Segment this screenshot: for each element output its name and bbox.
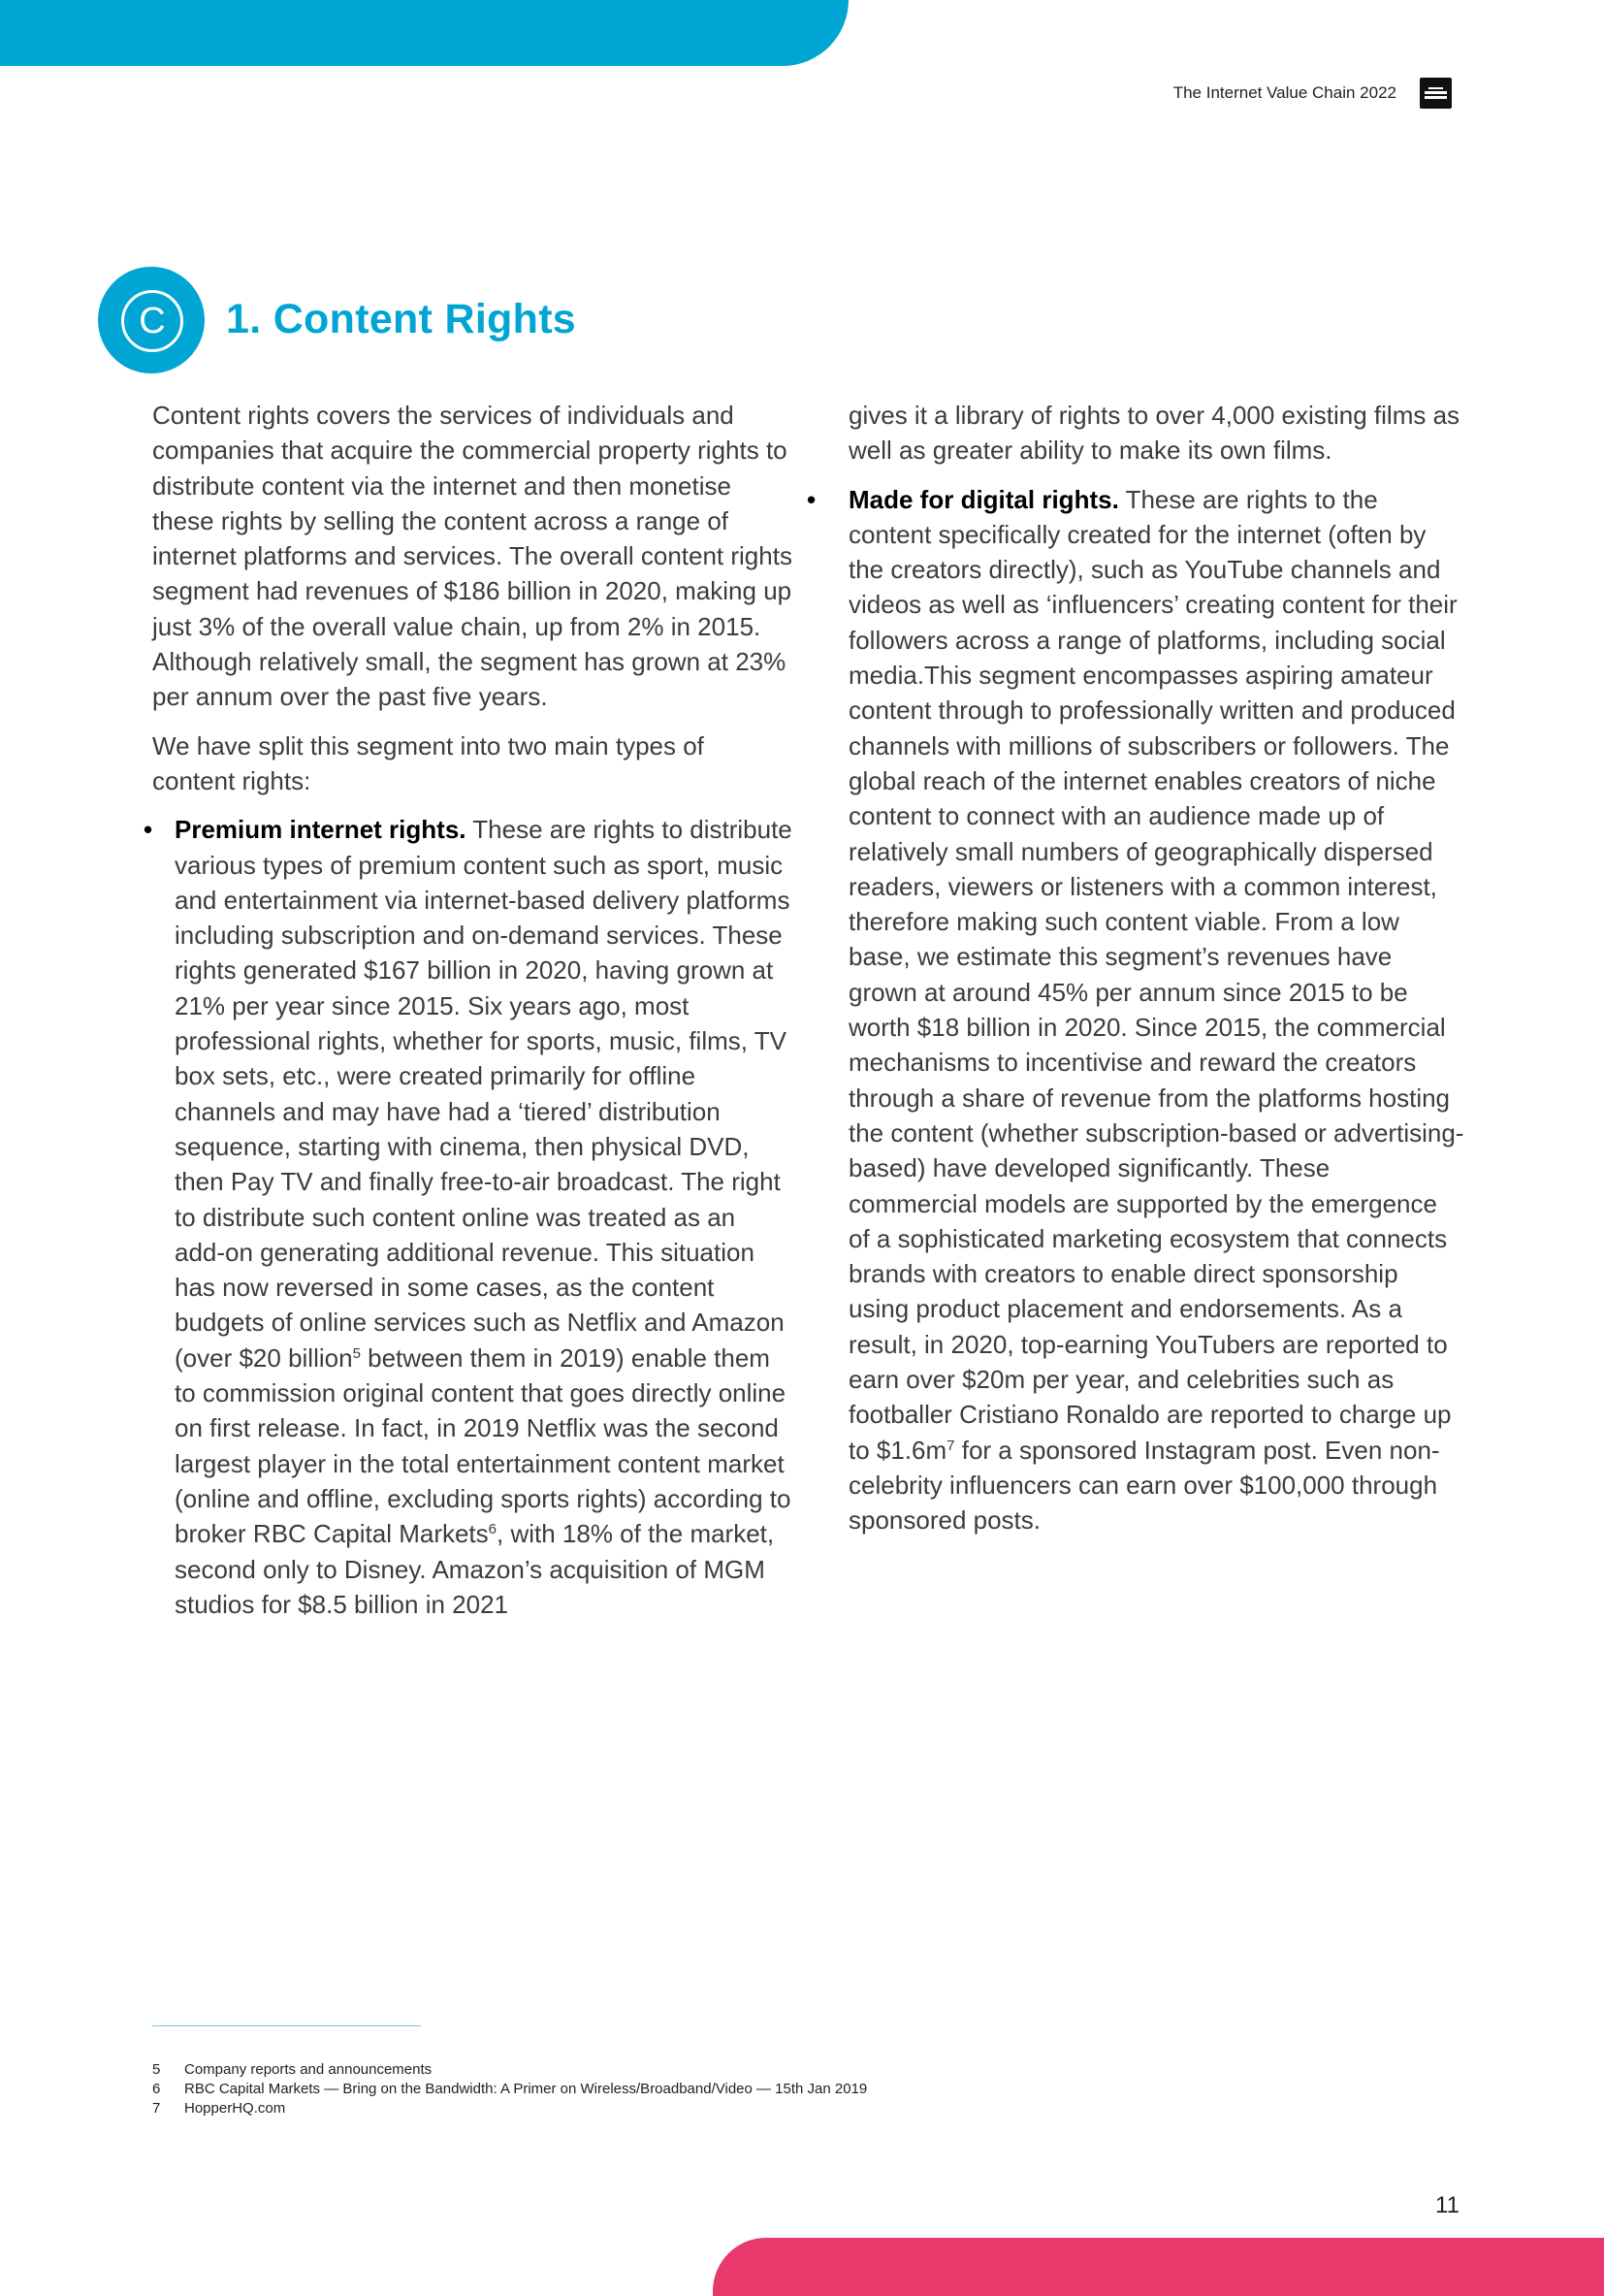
footnote-text: Company reports and announcements [184,2061,433,2078]
footnote-ref[interactable]: 7 [946,1437,955,1454]
right-column [807,398,1464,1552]
page-number: 11 [1435,2192,1460,2218]
footnotes [152,2060,867,2118]
bullet-title: Made for digital rights. [849,484,1119,514]
footnote [152,2060,867,2080]
split-paragraph: We have split this segment into two main types of content rights: [152,730,704,795]
top-decorative-band [0,0,849,66]
bullet-text: These are rights to the content specifically created for the internet (often by the creators directly), such as YouTube channels and videos as well as ‘influencers’ creating content for their followers across a range of platforms, including social media.This segment encompasses aspiring amateur content through to professionally written and produced channels with millions of subscribers or followers. The global reach of the internet enables creators of niche content to connect with an audience made up of relatively small numbers of geographically dispersed readers, viewers or listeners with a common interest, therefore making such content viable. From a low base, we estimate this segment’s revenues have grown at around 45% per annum since 2015 to be worth $18 billion in 2020. Since 2015, the commercial mechanisms to incentivise and reward the creators through a share of revenue from the platforms hosting the content (whether subscription-based or advertising-based) have developed significantly. These commercial models are supported by the emergence of a sophisticated marketing ecosystem that connects brands with creators to enable direct sponsorship using product placement and endorsements. As a result, in 2020, top-earning YouTubers are reported to earn over $20m per year, and celebrities such as footballer Cristiano Ronaldo are reported to charge up to $1.6m [849,484,1464,1465]
bullet-icon: • [807,484,817,514]
bullet-text: , with 18% of the market, second only to Disney. Amazon’s acquisition of MGM studios for $8.5 billion in 2021 [175,1519,775,1619]
footnote-text: HopperHQ.com [184,2100,286,2117]
footnote-text: RBC Capital Markets — Bring on the Bandwidth: A Primer on Wireless/Broadband/Video — 15th Jan 2019 [184,2081,868,2097]
footnote-divider [152,2025,421,2026]
bullet-text: between them in 2019) enable them to commission original content that goes directly online on first release. In fact, in 2019 Netflix was the second largest player in the total entertainment content market (online and offline, excluding sports rights) according to broker RBC Capital Markets [175,1342,791,1549]
running-header-title: The Internet Value Chain 2022 [1172,83,1396,102]
footnote-number: 5 [152,2061,161,2078]
continuation-paragraph: gives it a library of rights to over 4,000 existing films as well as greater ability to make its own films. [849,401,1460,466]
section-title: 1. Content Rights [226,296,577,342]
footnote-number: 6 [152,2081,161,2097]
list-item-digital-rights [807,482,1464,1538]
bullet-text: for a sponsored Instagram post. Even non-celebrity influencers can earn over $100,000 through sponsored posts. [849,1435,1440,1536]
section-badge-letter: C [121,290,183,352]
list-item-premium-rights [144,812,792,1622]
footnote [152,2099,867,2118]
bullet-title: Premium internet rights. [175,815,466,845]
left-column [144,398,792,1635]
bottom-decorative-band [713,2238,1604,2296]
publisher-logo-icon [1420,78,1452,109]
bullet-text: These are rights to distribute various types of premium content such as sport, music and entertainment via internet-based delivery platforms including subscription and on-demand services. These rights generated $167 billion in 2020, having grown at 21% per year since 2015. Six years ago, most professional rights, whether for sports, music, films, TV box sets, etc., were created primarily for offline channels and may have had a ‘tiered’ distribution sequence, starting with cinema, then physical DVD, then Pay TV and finally free-to-air broadcast. The right to distribute such content online was treated as an add-on generating additional revenue. This situation has now reversed in some cases, as the content budgets of online services such as Netflix and Amazon (over $20 billion [175,815,792,1373]
footnote-ref[interactable]: 5 [352,1344,361,1362]
bullet-list [144,812,792,1622]
section-badge [98,267,205,373]
footnote [152,2080,867,2099]
bullet-icon: • [144,815,153,845]
footnote-number: 7 [152,2100,161,2117]
footnote-ref[interactable]: 6 [488,1521,497,1538]
bullet-list [807,482,1464,1538]
intro-paragraph: Content rights covers the services of individuals and companies that acquire the commercial property rights to distribute content via the internet and then monetise these rights by selling the content across a range of internet platforms and services. The overall content rights segment had revenues of $186 billion in 2020, making up just 3% of the overall value chain, up from 2% in 2015. Although relatively small, the segment has grown at 23% per annum over the past five years. [152,401,792,712]
